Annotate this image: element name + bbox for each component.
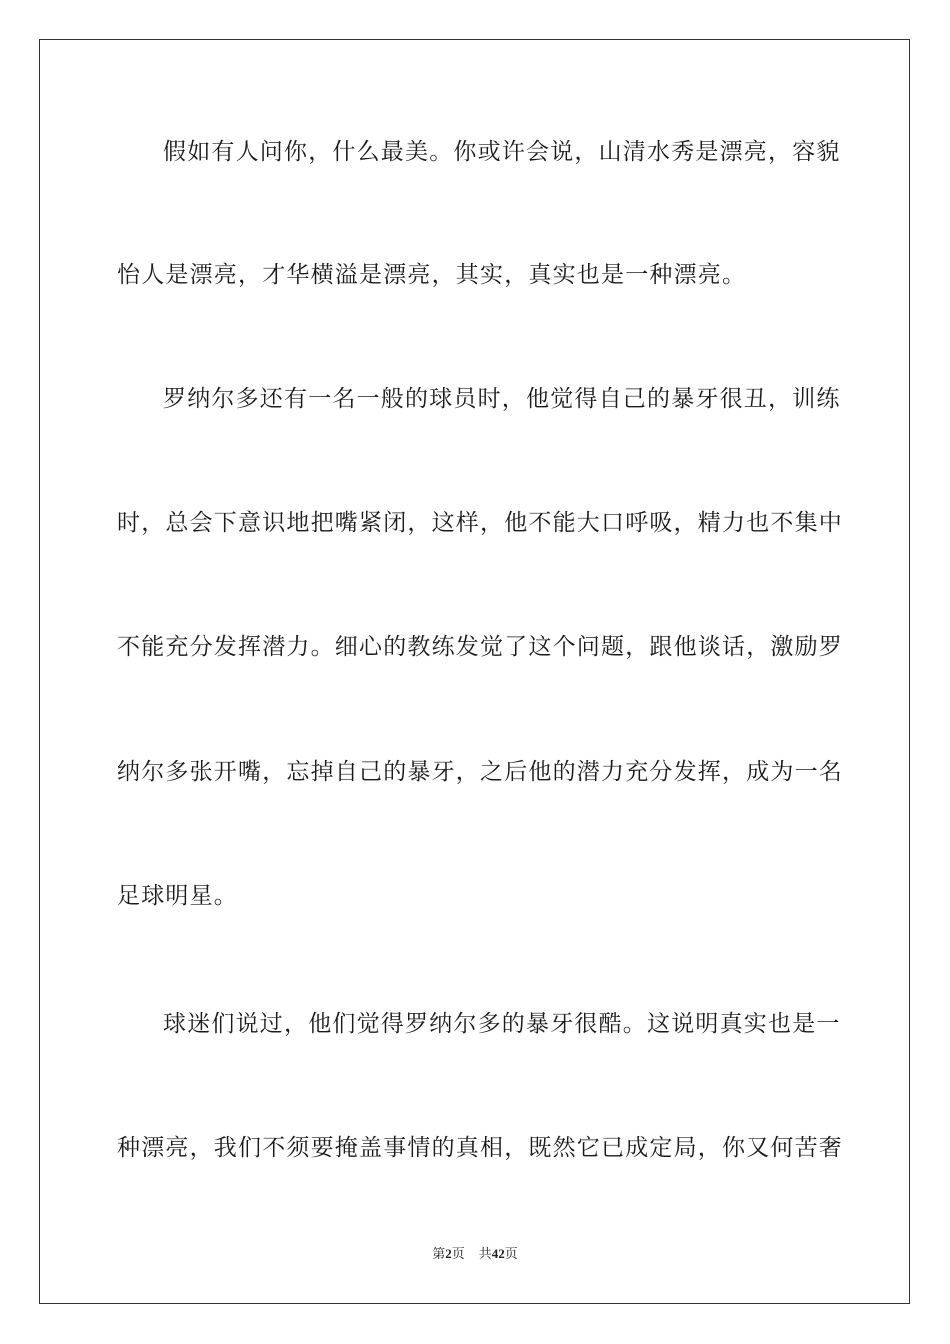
page-number: 2 [445,1246,452,1261]
page-suffix: 页 [451,1246,465,1261]
total-pages: 42 [491,1246,505,1261]
total-suffix: 页 [504,1246,518,1261]
paragraph-2-line-5: 足球明星。 [117,883,238,909]
total-prefix: 共 [478,1246,492,1261]
page-border [39,39,910,1304]
paragraph-1-line-2: 怡人是漂亮，才华横溢是漂亮，其实，真实也是一种漂亮。 [117,262,747,288]
paragraph-2-line-1: 罗纳尔多还有一名一般的球员时，他觉得自己的暴牙很丑，训练 [163,386,841,412]
paragraph-1-line-1: 假如有人问你，什么最美。你或许会说，山清水秀是漂亮，容貌 [163,139,841,165]
paragraph-2-line-2: 时，总会下意识地把嘴紧闭，这样，他不能大口呼吸，精力也不集中 [117,510,843,536]
paragraph-3-line-1: 球迷们说过，他们觉得罗纳尔多的暴牙很酷。这说明真实也是一 [163,1011,841,1037]
paragraph-2-line-3: 不能充分发挥潜力。细心的教练发觉了这个问题，跟他谈话，激励罗 [117,634,843,660]
page-footer [0,1245,950,1263]
page-prefix: 第 [432,1246,446,1261]
paragraph-3-line-2: 种漂亮，我们不须要掩盖事情的真相，既然它已成定局，你又何苦奢 [117,1135,843,1161]
paragraph-2-line-4: 纳尔多张开嘴，忘掉自己的暴牙，之后他的潜力充分发挥，成为一名 [117,759,843,785]
